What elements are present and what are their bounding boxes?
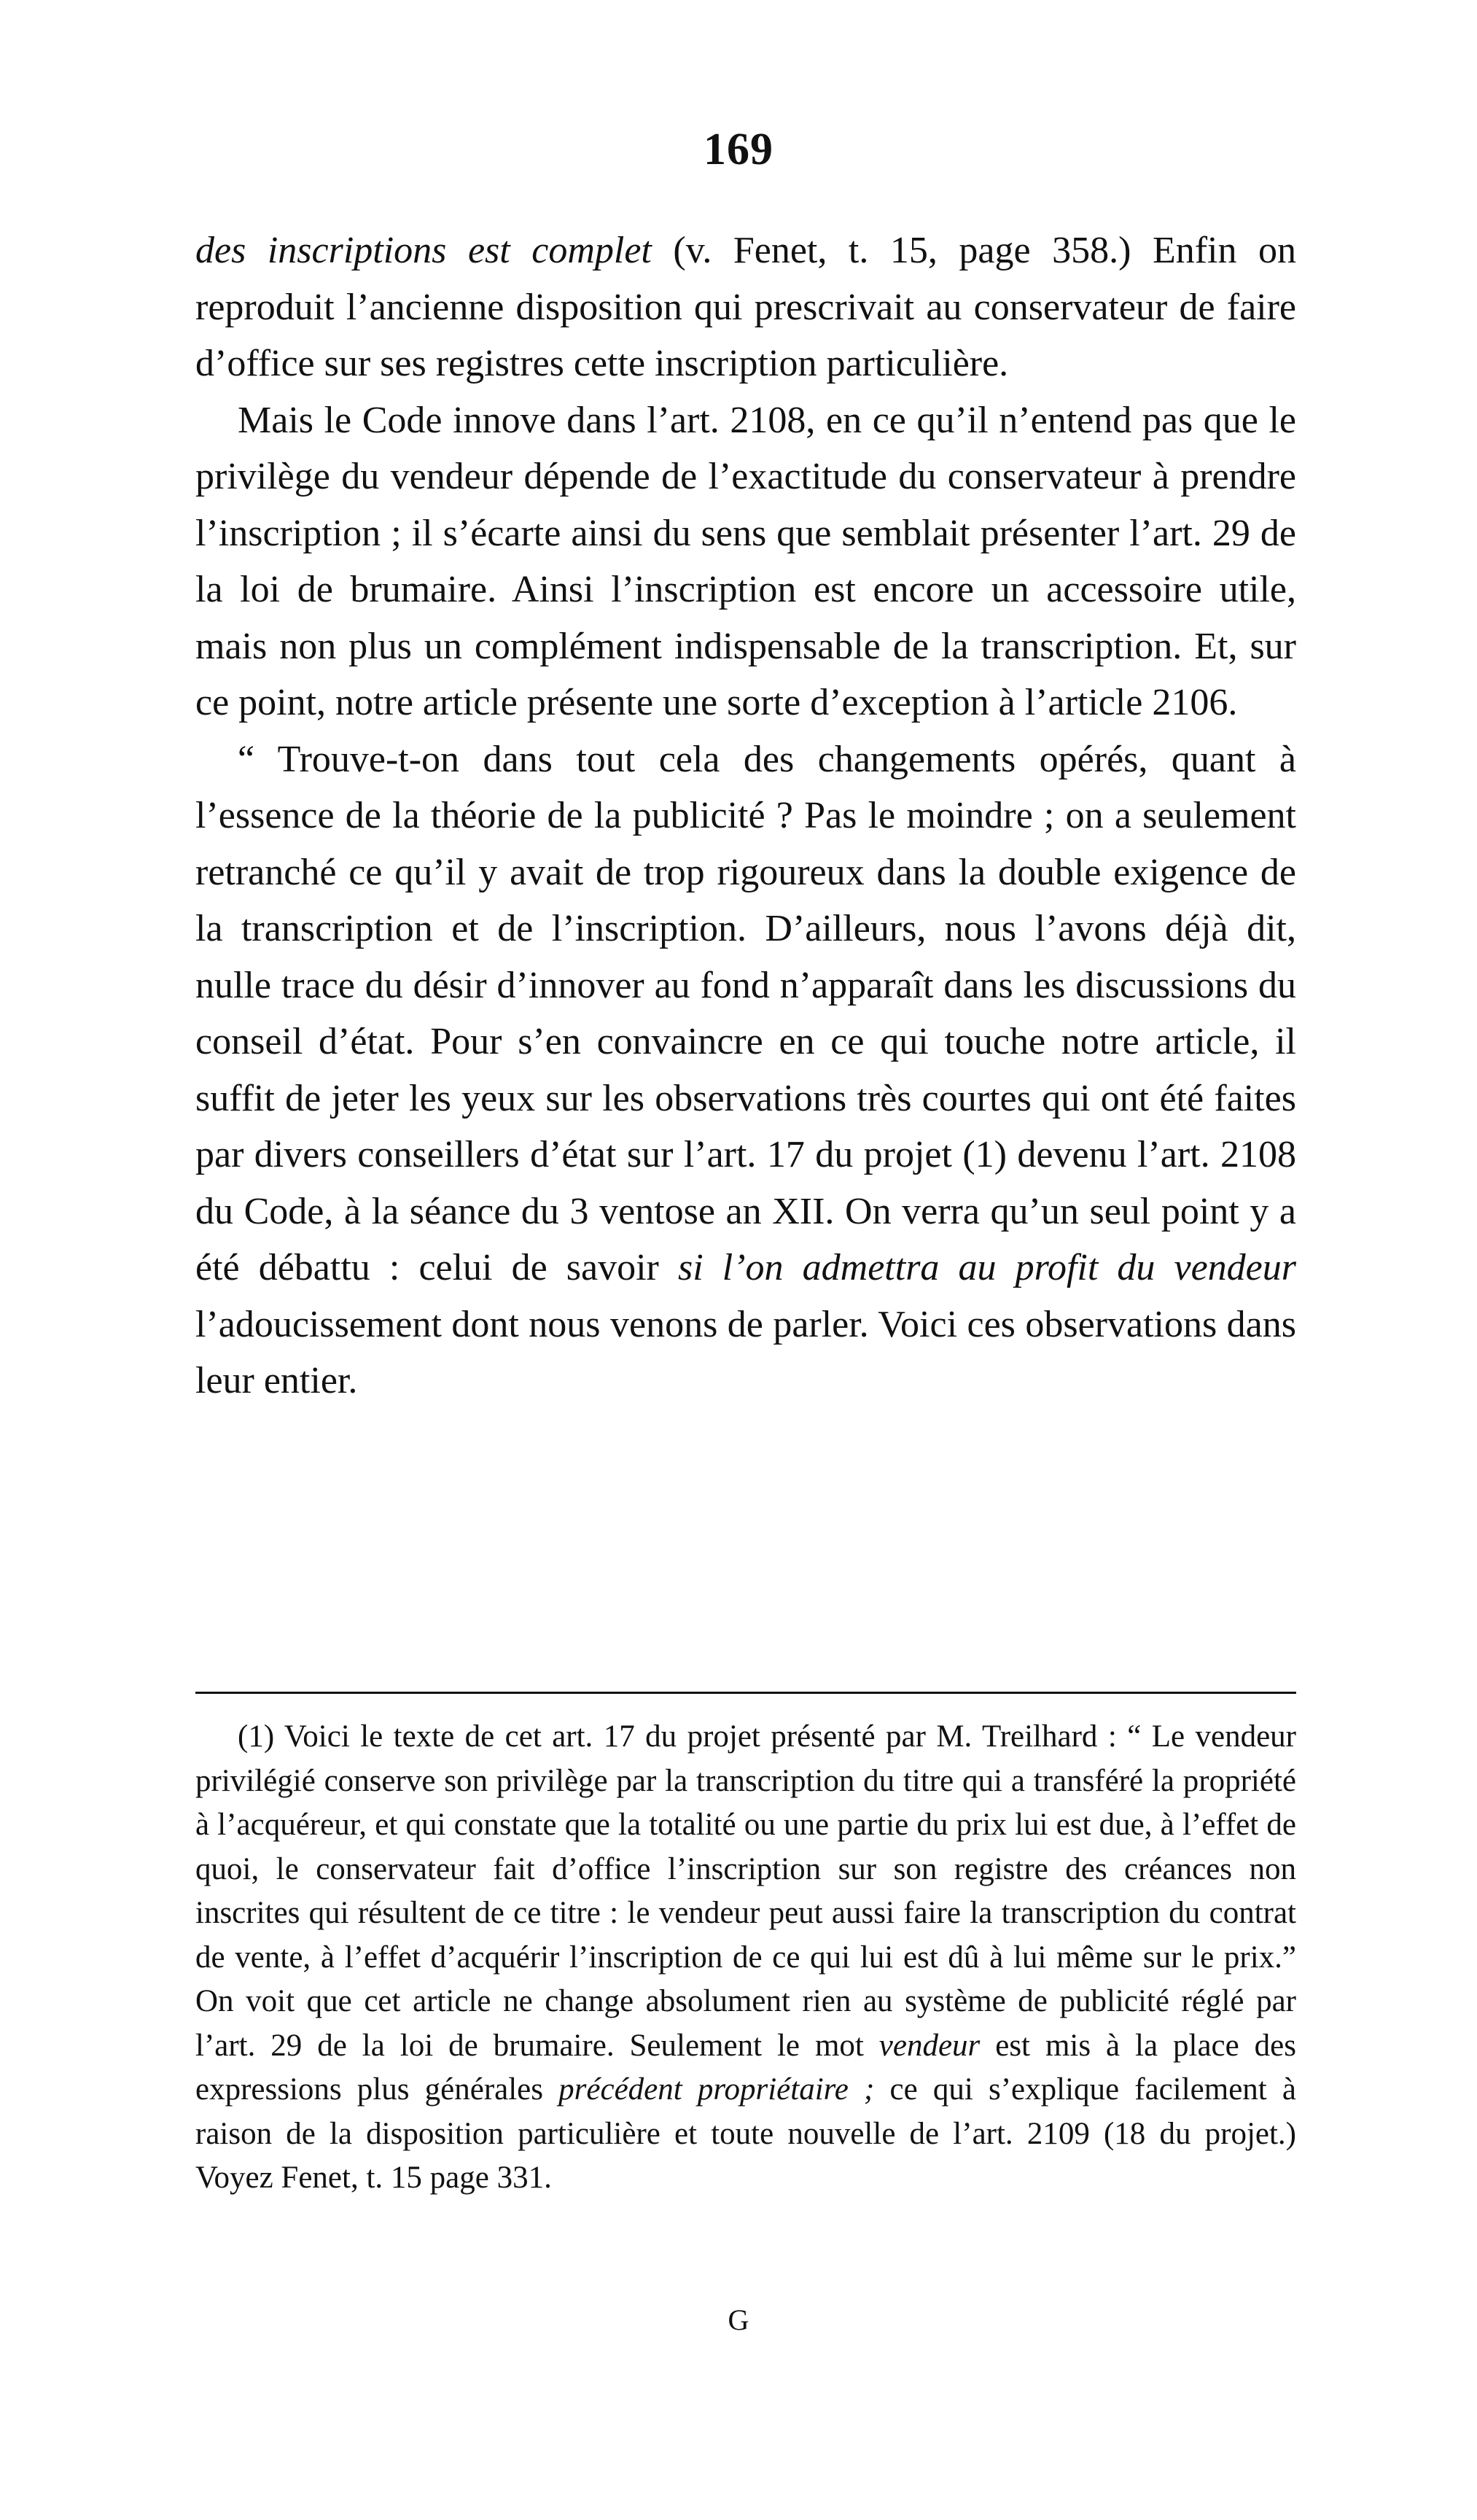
footnote-text: ce qui s’explique facilement à raison de la disposition particulière et toute nouvelle de l’art. 2109 (18 du projet.) Voyez Fenet, t. 15 page 331. (195, 2072, 1296, 2195)
footnote (195, 1715, 1296, 2201)
footnote-divider (195, 1692, 1296, 1694)
italic-phrase: si l’on admettra au profit du vendeur (678, 1247, 1296, 1288)
paragraph-text: (v. Fenet, t. 15, page 358.) Enfin on reproduit l’ancienne disposition qui prescrivait au conservateur de faire d’office sur ses registres cette inscription particulière. (195, 230, 1297, 384)
paragraph-1 (195, 222, 1296, 392)
paragraph-3 (195, 731, 1296, 1409)
paragraph-2 (195, 392, 1296, 731)
body-text (195, 222, 1296, 1409)
paragraph-text: l’adoucissement dont nous venons de parler. Voici ces observations dans leur entier. (195, 1303, 1296, 1401)
signature-mark: G (728, 2303, 749, 2336)
italic-phrase: des inscriptions est complet (195, 230, 652, 271)
paragraph-text: Mais le Code innove dans l’art. 2108, en ce qu’il n’entend pas que le privilège du vendeur dépende de l’exactitude du conservateur à prendre l’inscription ; il s’écarte ainsi du sens que semblait présenter l’art. 29 de la loi de brumaire. Ainsi l’inscription est encore un accessoire utile, mais non plus un complément indispensable de la transcription. Et, sur ce point, notre article présente une sorte d’exception à l’article 2106. (195, 399, 1296, 723)
italic-phrase: précédent propriétaire ; (558, 2072, 875, 2107)
footnote-text: (1) Voici le texte de cet art. 17 du projet présenté par M. Treilhard : “ Le vendeur privilégié conserve son privilège par la transcription du titre qui a transféré la propriété à l’acquéreur, et qui constate que la totalité ou une partie du prix lui est due, à l’effet de quoi, le conservateur fait d’office l’inscription sur son registre des créances non inscrites qui résultent de ce titre : le vendeur peut aussi faire la transcription du contrat de vente, à l’effet d’acquérir l’inscription de ce qui lui est dû à lui même sur le prix.” On voit que cet article ne change absolument rien au système de publicité réglé par l’art. 29 de la loi de brumaire. Seulement le mot (195, 1719, 1296, 2063)
page-number: 169 (704, 125, 773, 174)
italic-word: vendeur (878, 2028, 981, 2063)
footnote-text: est mis à la place des expressions plus générales (195, 2028, 1296, 2107)
paragraph-text: “ Trouve-t-on dans tout cela des changements opérés, quant à l’essence de la théorie de la publicité ? Pas le moindre ; on a seulement retranché ce qu’il y avait de trop rigoureux dans la double exigence de la transcription et de l’inscription. D’ailleurs, nous l’avons déjà dit, nulle trace du désir d’innover au fond n’apparaît dans les discussions du conseil d’état. Pour s’en convaincre en ce qui touche notre article, il suffit de jeter les yeux sur les observations très courtes qui ont été faites par divers conseillers d’état sur l’art. 17 du projet (1) devenu l’art. 2108 du Code, à la séance du 3 ventose an XII. On verra qu’un seul point y a été débattu : celui de savoir (195, 738, 1296, 1288)
